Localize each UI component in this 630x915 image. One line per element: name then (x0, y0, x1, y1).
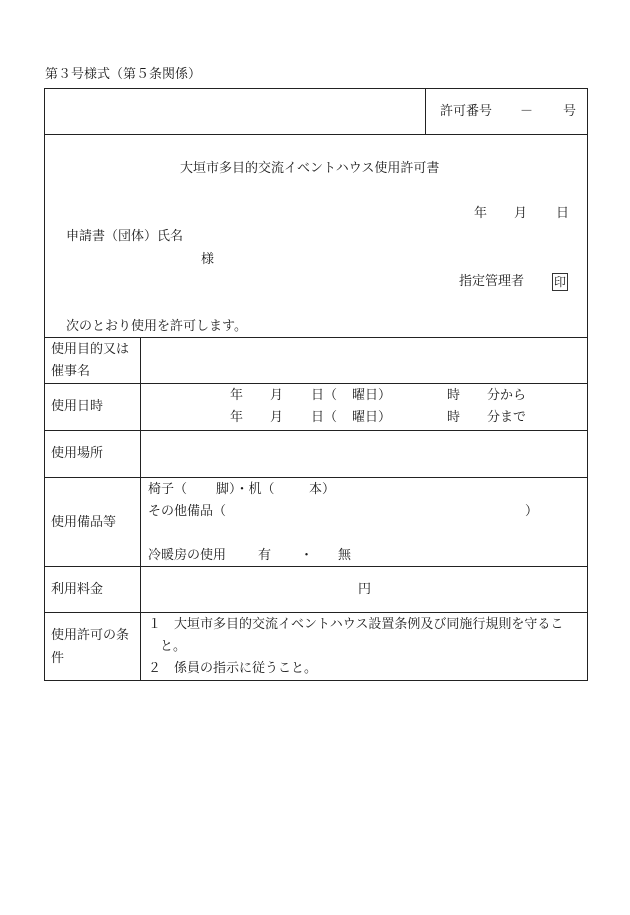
conditions-label-line1: 使用許可の条 (51, 628, 130, 643)
equipment-label: 使用備品等 (51, 515, 117, 530)
ac-yes: 有 (258, 548, 272, 563)
manager-label: 指定管理者 (459, 274, 525, 289)
condition-item-2: ２ 係員の指示に従うこと。 (148, 661, 318, 676)
start-weekday: 曜日） (352, 388, 392, 403)
end-hour: 時 (447, 410, 461, 425)
purpose-label-line2: 催事名 (51, 364, 91, 379)
place-label: 使用場所 (51, 446, 104, 461)
start-year: 年 (230, 388, 244, 403)
end-month: 月 (270, 410, 284, 425)
seal-mark: 印 (553, 275, 566, 289)
form-label: 第３号様式（第５条関係） (45, 67, 202, 82)
chairs-unit: 脚）・机（ (216, 482, 275, 497)
purpose-label-line1: 使用目的又は (51, 342, 130, 357)
start-day: 日（ (311, 388, 338, 403)
desks-unit: 本） (309, 482, 336, 497)
permit-number-dash: － (520, 104, 534, 119)
end-year: 年 (230, 410, 244, 425)
start-month: 月 (270, 388, 284, 403)
end-weekday: 曜日） (352, 410, 392, 425)
permit-number-label: 許可番号 (440, 104, 493, 119)
chairs-open: 椅子（ (148, 482, 188, 497)
start-minute: 分から (487, 388, 527, 403)
end-day: 日（ (311, 410, 338, 425)
date-month: 月 (514, 206, 528, 221)
datetime-label: 使用日時 (51, 399, 104, 414)
date-day: 日 (556, 206, 570, 221)
fee-label: 利用料金 (51, 582, 104, 597)
applicant-honorific: 様 (201, 252, 215, 267)
ac-label: 冷暖房の使用 (148, 548, 227, 563)
other-open: その他備品（ (148, 504, 227, 519)
intro-text: 次のとおり使用を許可します。 (66, 319, 247, 334)
applicant-label: 申請書（団体）氏名 (66, 229, 184, 244)
start-hour: 時 (447, 388, 461, 403)
date-year: 年 (474, 206, 488, 221)
end-minute: 分まで (487, 410, 527, 425)
conditions-label-line2: 件 (51, 651, 65, 666)
fee-unit: 円 (358, 582, 372, 597)
condition-item-1-line2: と。 (160, 639, 187, 654)
document-title: 大垣市多目的交流イベントハウス使用許可書 (180, 161, 440, 176)
condition-item-1-line1: １ 大垣市多目的交流イベントハウス設置条例及び同施行規則を守るこ (148, 617, 564, 632)
other-close: ） (525, 504, 539, 519)
permit-number-suffix: 号 (563, 104, 577, 119)
ac-dot: ・ (300, 548, 314, 563)
ac-no: 無 (338, 548, 352, 563)
